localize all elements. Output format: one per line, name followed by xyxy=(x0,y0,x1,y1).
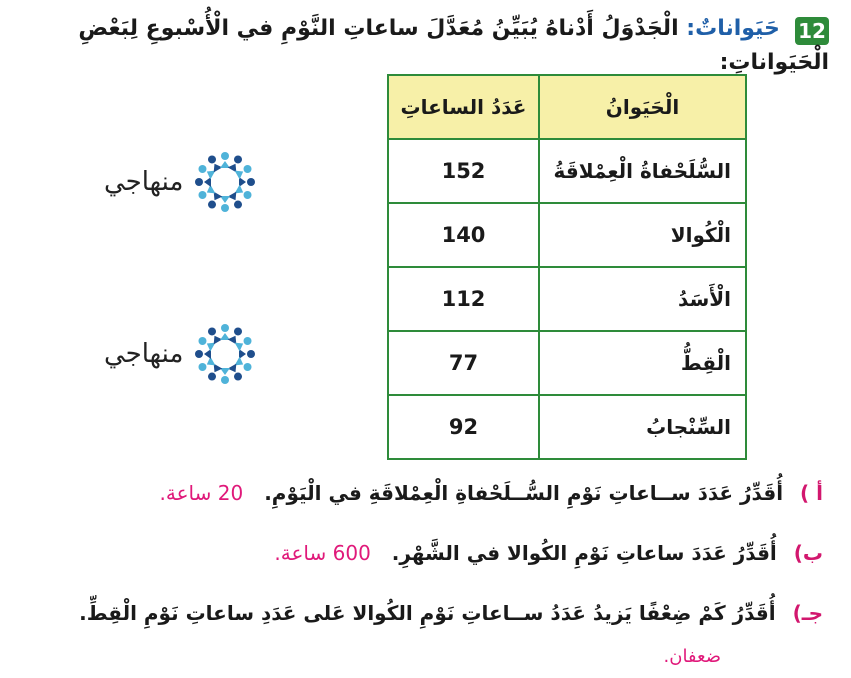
animal-cell: الْقِطُّ xyxy=(539,331,746,395)
watermark-logo xyxy=(104,318,261,390)
question-number-badge: 12 xyxy=(795,17,829,45)
table-row xyxy=(388,331,746,395)
header-animal: الْحَيَوانُ xyxy=(539,75,746,139)
animal-cell: السِّنْجابُ xyxy=(539,395,746,459)
animal-cell: الْكُوالا xyxy=(539,203,746,267)
hours-cell: 140 xyxy=(388,203,539,267)
table-row xyxy=(388,267,746,331)
part-letter: ب) xyxy=(793,541,823,565)
watermark-text: منهاجي xyxy=(104,339,184,369)
question-topic: حَيَواناتٌ: xyxy=(686,16,780,41)
part-answer: 600 ساعة. xyxy=(274,541,371,565)
part-letter: جـ) xyxy=(792,601,823,625)
table-row xyxy=(388,203,746,267)
table-header-row xyxy=(388,75,746,139)
header-hours: عَدَدُ الساعاتِ xyxy=(388,75,539,139)
part-text: أُقَدِّرُ كَمْ ضِعْفًا يَزيدُ عَدَدُ ســاعاتِ نَوْمِ الكُوالا عَلى عَدَدِ ساعاتِ نَوْمِ الْقِطِّ. xyxy=(79,601,776,625)
question-part-a xyxy=(23,478,823,508)
watermark-text: منهاجي xyxy=(104,167,184,197)
hours-cell: 152 xyxy=(388,139,539,203)
table-row xyxy=(388,395,746,459)
manhaji-logo-icon xyxy=(189,146,261,218)
sleep-hours-table xyxy=(387,74,747,460)
watermark-logo xyxy=(104,146,261,218)
part-answer: 20 ساعة. xyxy=(159,481,244,505)
question-header xyxy=(19,12,829,80)
question-text: الْجَدْوَلُ أَدْناهُ يُبَيِّنُ مُعَدَّلَ ساعاتِ النَّوْمِ في الْأُسْبوعِ لِبَعْضِ الْحَيَواناتِ: xyxy=(78,16,829,75)
question-part-c xyxy=(23,598,823,628)
part-answer: ضعفان. xyxy=(663,646,721,667)
manhaji-logo-icon xyxy=(189,318,261,390)
question-title xyxy=(78,16,829,75)
part-text: أُقَدِّرُ عَدَدَ ســاعاتِ نَوْمِ السُّــلَحْفاةِ الْعِمْلاقَةِ في الْيَوْمِ. xyxy=(264,481,784,505)
question-part-b xyxy=(23,538,823,568)
part-text: أُقَدِّرُ عَدَدَ ساعاتِ نَوْمِ الكُوالا في الشَّهْرِ. xyxy=(391,541,777,565)
hours-cell: 112 xyxy=(388,267,539,331)
animal-cell: الْأَسَدُ xyxy=(539,267,746,331)
animal-cell: السُّلَحْفاةُ الْعِمْلاقَةُ xyxy=(539,139,746,203)
table-row xyxy=(388,139,746,203)
part-letter: أ ) xyxy=(800,481,823,505)
hours-cell: 77 xyxy=(388,331,539,395)
hours-cell: 92 xyxy=(388,395,539,459)
